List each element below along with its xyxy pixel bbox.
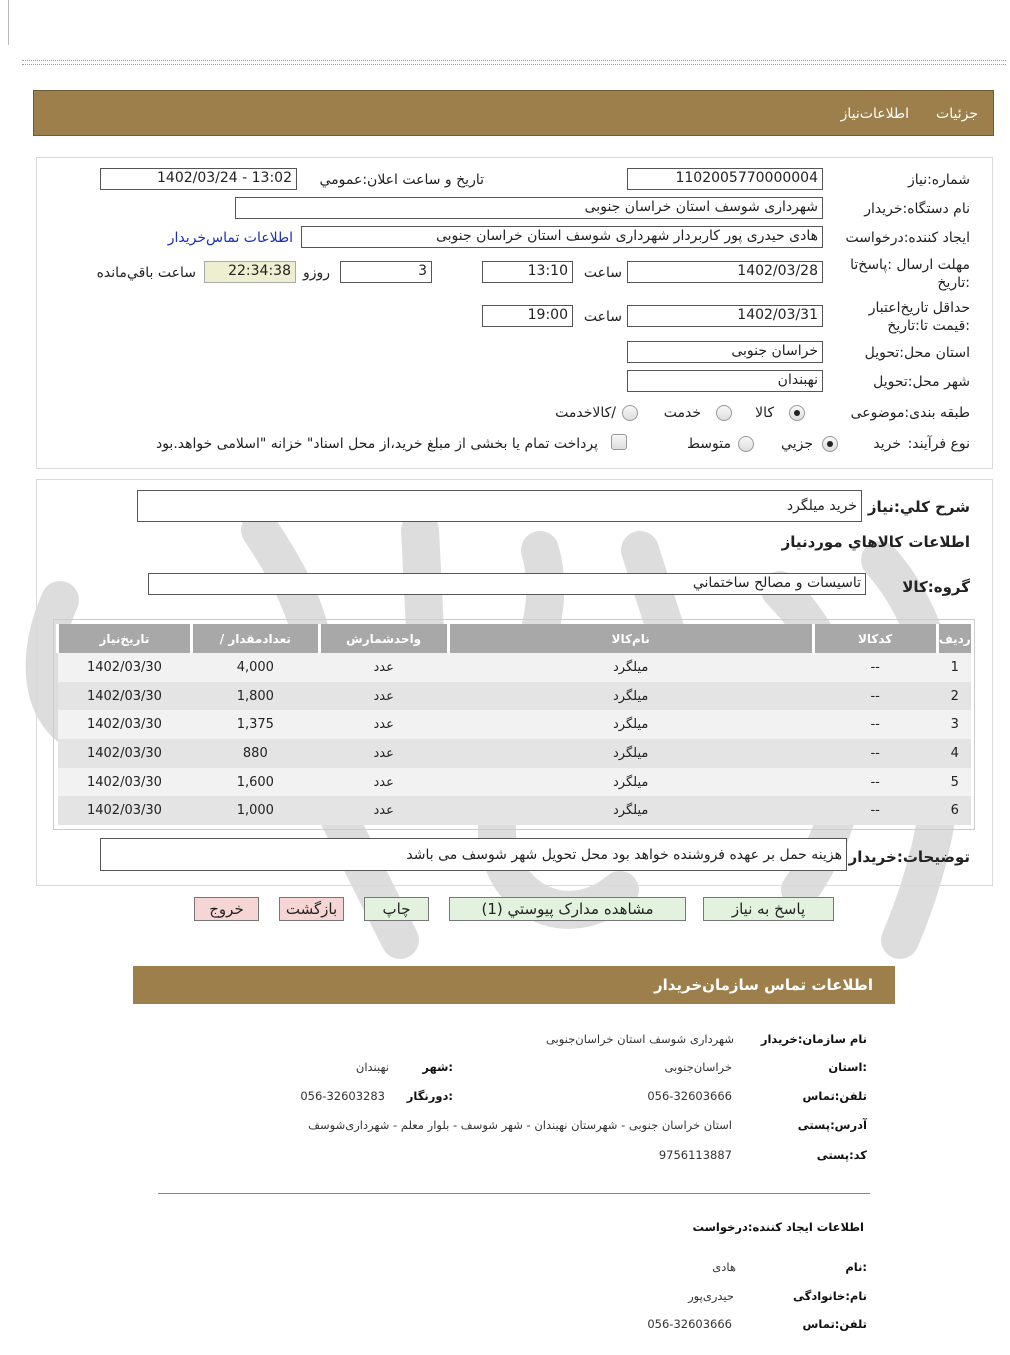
category-option-goods: کالا [755, 405, 774, 421]
contact-phone-label: تلفن:تماس [802, 1089, 867, 1103]
cell-unit: عدد [319, 682, 448, 711]
cell-date: 1402/03/30 [58, 682, 192, 711]
col-date: تاریخ‌نیاز [58, 624, 192, 653]
cell-row: 4 [937, 739, 971, 768]
cell-date: 1402/03/30 [58, 796, 192, 825]
need-number-field: 1102005770000004 [627, 168, 823, 190]
table-row [58, 739, 972, 768]
col-unit: واحدشمارش [319, 624, 448, 653]
contact-province-label: :استان [828, 1060, 867, 1074]
creator-family-label: نام:خانوادگی [793, 1289, 867, 1303]
page-edge-line [8, 0, 9, 45]
cell-row: 6 [937, 796, 971, 825]
cell-date: 1402/03/30 [58, 653, 192, 682]
cell-name: میلگرد [448, 682, 813, 711]
city-field: نهبندان [627, 370, 823, 392]
validity-label-2: :قیمت تا:تاریخ [887, 318, 970, 334]
category-radio-goods[interactable] [789, 405, 805, 421]
process-kharid: خرید [873, 436, 901, 452]
cell-unit: عدد [319, 739, 448, 768]
cell-date: 1402/03/30 [58, 739, 192, 768]
goods-info-title: اطلاعات کالاهاي موردنیاز [781, 533, 970, 551]
contact-phone-value: 056-32603666 [647, 1089, 732, 1103]
cell-code: -- [813, 682, 937, 711]
contact-divider [158, 1193, 870, 1194]
table-row [58, 682, 972, 711]
process-option-minor: جزیي [781, 436, 813, 452]
validity-date-field: 1402/03/31 [627, 305, 823, 327]
cell-qty: 1,375 [191, 710, 319, 739]
creator-phone-value: 056-32603666 [647, 1317, 732, 1331]
col-code: کدکالا [813, 624, 937, 653]
cell-qty: 4,000 [191, 653, 319, 682]
buyer-notes-field: هزینه حمل بر عهده فروشنده خواهد بود محل تحویل شهر شوسف می باشد [100, 838, 847, 871]
cell-code: -- [813, 653, 937, 682]
cell-name: میلگرد [448, 739, 813, 768]
creator-name-label: :نام [845, 1260, 867, 1274]
col-row: ردیف [937, 624, 971, 653]
category-radio-goods-service[interactable] [622, 405, 638, 421]
cell-name: میلگرد [448, 768, 813, 797]
contact-address-label: آدرس:پستی [797, 1118, 867, 1132]
creator-label: ایجاد کننده:درخواست [845, 230, 970, 246]
contact-org-label: نام سازمان:خریدار [760, 1032, 867, 1046]
cell-name: میلگرد [448, 796, 813, 825]
cell-code: -- [813, 768, 937, 797]
contact-org-value: شهرداری شوسف استان خراسان‌جنوبی [545, 1032, 734, 1046]
cell-row: 2 [937, 682, 971, 711]
table-row [58, 653, 972, 682]
exit-button[interactable]: خروج [194, 897, 259, 921]
treasury-payment-note: پرداخت تمام یا بخشی از مبلغ خرید،از محل اسناد" خزانه "اسلامی خواهد.بود [155, 436, 598, 452]
cell-qty: 880 [191, 739, 319, 768]
cell-row: 1 [937, 653, 971, 682]
deadline-label-2: :تاریخ [937, 275, 970, 291]
table-row [58, 768, 972, 797]
cell-row: 3 [937, 710, 971, 739]
contact-fax-label: :دورنگار [406, 1089, 453, 1103]
cell-unit: عدد [319, 796, 448, 825]
cell-unit: عدد [319, 710, 448, 739]
creator-family-value: حیدری‌پور [688, 1289, 734, 1303]
tab-details[interactable]: جزئیات [936, 106, 978, 122]
need-number-label: شماره:نیاز [907, 172, 970, 188]
col-qty: تعدادمقدار / [191, 624, 319, 653]
cell-qty: 1,000 [191, 796, 319, 825]
contact-city-label: :شهر [422, 1060, 453, 1074]
buyer-contact-title: اطلاعات تماس سازمان‌خریدار [653, 976, 873, 994]
days-label: روزو [302, 265, 330, 281]
cell-date: 1402/03/30 [58, 768, 192, 797]
category-radio-service[interactable] [716, 405, 732, 421]
validity-label: حداقل تاریخ‌اعتبار [868, 300, 970, 316]
desc-field: خرید میلگرد [137, 490, 862, 522]
process-radio-medium[interactable] [738, 436, 754, 452]
cell-name: میلگرد [448, 710, 813, 739]
desc-label: شرح کلي:نیاز [867, 498, 970, 516]
contact-city-value: نهبندان [355, 1060, 389, 1074]
creator-phone-label: تلفن:تماس [802, 1317, 867, 1331]
creator-field: هادی حیدری پور کاربردار شهرداری شوسف استان خراسان جنوبی [301, 226, 823, 248]
buyer-contact-link[interactable]: اطلاعات تماس‌خریدار [167, 230, 293, 246]
announce-field: 1402/03/24 - 13:02 [100, 168, 297, 190]
print-button[interactable]: چاپ [364, 897, 429, 921]
contact-province-value: خراسان‌جنوبی [664, 1060, 732, 1074]
cell-qty: 1,600 [191, 768, 319, 797]
buyer-org-label: نام دستگاه:خریدار [864, 201, 970, 217]
cell-code: -- [813, 710, 937, 739]
province-field: خراسان جنوبی [627, 341, 823, 363]
contact-postal-label: کد:پستی [816, 1148, 867, 1162]
deadline-time-field: 13:10 [482, 261, 573, 283]
back-button[interactable]: بازگشت [279, 897, 344, 921]
remaining-label: ساعت باقي‌مانده [96, 265, 196, 281]
table-row [58, 796, 972, 825]
cell-qty: 1,800 [191, 682, 319, 711]
cell-unit: عدد [319, 653, 448, 682]
top-separator [22, 60, 1006, 65]
buyer-contact-header [133, 966, 895, 1004]
reply-button[interactable]: پاسخ به نیاز [703, 897, 834, 921]
contact-postal-value: 9756113887 [658, 1148, 732, 1162]
contact-address-value: استان خراسان جنوبی - شهرستان نهبندان - شهر شوسف - بلوار معلم - شهرداری‌شوسف [308, 1118, 732, 1132]
contact-fax-value: 056-32603283 [300, 1089, 385, 1103]
process-label: نوع فرآیند: [907, 436, 970, 452]
attachments-button[interactable]: مشاهده مدارک پیوستي (1) [449, 897, 686, 921]
header-bar [33, 90, 994, 136]
process-option-medium: متوسط [687, 436, 731, 452]
deadline-time-label: ساعت [583, 265, 622, 281]
goods-group-label: گروه:کالا [902, 578, 970, 596]
city-label: شهر محل:تحویل [873, 374, 970, 390]
cell-row: 5 [937, 768, 971, 797]
cell-name: میلگرد [448, 653, 813, 682]
tab-need-info[interactable]: اطلاعات‌نیاز [840, 106, 909, 122]
category-label: طبقه بندی:موضوعی [850, 405, 970, 421]
province-label: استان محل:تحویل [864, 345, 970, 361]
goods-group-field: تاسیسات و مصالح ساختماني [148, 573, 866, 595]
days-field: 3 [340, 261, 432, 283]
process-radio-minor[interactable] [822, 436, 838, 452]
category-option-goods-service: /کالاخدمت [555, 405, 616, 421]
deadline-date-field: 1402/03/28 [627, 261, 823, 283]
deadline-label: مهلت ارسال :پاسخ‌تا [850, 257, 970, 273]
remaining-time-field: 22:34:38 [204, 261, 296, 283]
cell-unit: عدد [319, 768, 448, 797]
treasury-payment-checkbox[interactable] [611, 434, 627, 450]
col-name: نام‌کالا [448, 624, 813, 653]
announce-label: تاریخ و ساعت اعلان:عمومي [319, 172, 484, 188]
creator-info-title: اطلاعات ایجاد کننده:درخواست [692, 1220, 864, 1234]
items-table [56, 624, 971, 825]
cell-code: -- [813, 739, 937, 768]
cell-code: -- [813, 796, 937, 825]
category-option-service: خدمت [663, 405, 701, 421]
buyer-notes-label: توضیحات:خریدار [848, 848, 970, 866]
validity-time-field: 19:00 [482, 305, 573, 327]
validity-time-label: ساعت [583, 309, 622, 325]
creator-name-value: هادی [712, 1260, 736, 1274]
buyer-org-field: شهرداری شوسف استان خراسان جنوبی [235, 197, 823, 219]
cell-date: 1402/03/30 [58, 710, 192, 739]
table-row [58, 710, 972, 739]
